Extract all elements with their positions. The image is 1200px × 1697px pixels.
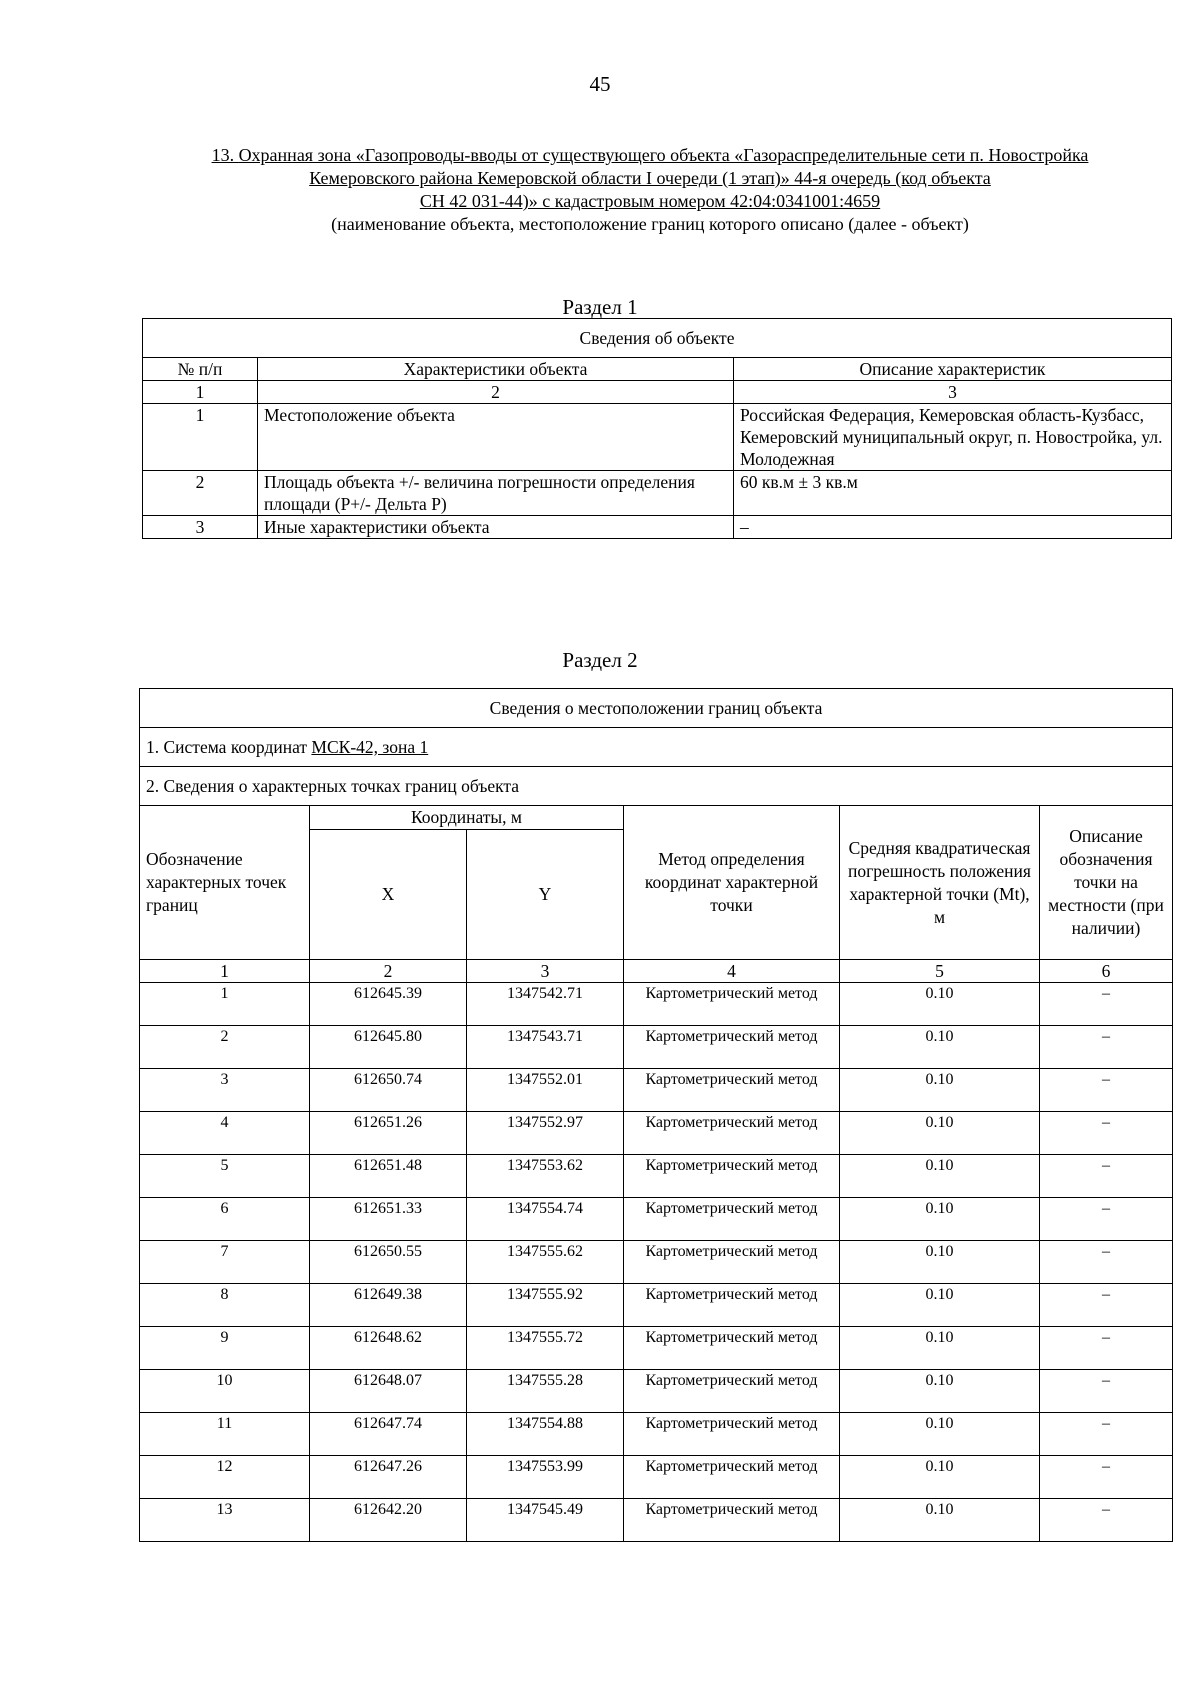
point-designation: 3	[140, 1069, 310, 1112]
point-description: –	[1040, 1026, 1173, 1069]
table-row	[140, 1499, 1173, 1542]
coordinate-system-label: 1. Система координат	[146, 737, 312, 757]
header-item-number: 13.	[211, 145, 239, 165]
point-x: 612642.20	[310, 1499, 467, 1542]
point-designation: 9	[140, 1327, 310, 1370]
coordinate-system	[140, 728, 1173, 767]
point-y: 1347555.28	[467, 1370, 624, 1413]
points-body	[140, 983, 1173, 1542]
point-method: Картометрический метод	[624, 1499, 840, 1542]
point-designation: 13	[140, 1499, 310, 1542]
point-error: 0.10	[840, 1069, 1040, 1112]
col-number: 1	[143, 381, 258, 404]
point-description: –	[1040, 1241, 1173, 1284]
row-value: –	[734, 516, 1172, 539]
point-description: –	[1040, 1284, 1173, 1327]
col-header-x: X	[310, 830, 467, 960]
point-method: Картометрический метод	[624, 1026, 840, 1069]
point-method: Картометрический метод	[624, 1198, 840, 1241]
point-method: Картометрический метод	[624, 1241, 840, 1284]
point-description: –	[1040, 1499, 1173, 1542]
point-error: 0.10	[840, 1456, 1040, 1499]
table-row	[143, 404, 1172, 471]
col-header-characteristic: Характеристики объекта	[258, 358, 734, 381]
point-error: 0.10	[840, 1327, 1040, 1370]
point-x: 612649.38	[310, 1284, 467, 1327]
row-characteristic: Иные характеристики объекта	[258, 516, 734, 539]
table-row	[140, 1155, 1173, 1198]
table-row	[140, 1026, 1173, 1069]
header-line-2: Кемеровского района Кемеровской области I очереди (1 этап)» 44-я очередь (код объекта	[309, 168, 991, 188]
table-row	[140, 1413, 1173, 1456]
point-designation: 4	[140, 1112, 310, 1155]
point-y: 1347542.71	[467, 983, 624, 1026]
point-y: 1347555.62	[467, 1241, 624, 1284]
table-row	[140, 1370, 1173, 1413]
point-x: 612647.26	[310, 1456, 467, 1499]
point-designation: 10	[140, 1370, 310, 1413]
point-designation: 1	[140, 983, 310, 1026]
row-value: Российская Федерация, Кемеровская область-Кузбасс, Кемеровский муниципальный округ, п. Новостройка, ул. Молодежная	[734, 404, 1172, 471]
point-y: 1347543.71	[467, 1026, 624, 1069]
point-description: –	[1040, 1413, 1173, 1456]
points-section-title: 2. Сведения о характерных точках границ объекта	[140, 767, 1173, 806]
point-method: Картометрический метод	[624, 1370, 840, 1413]
object-info-table	[142, 318, 1172, 539]
point-error: 0.10	[840, 1241, 1040, 1284]
col-header-designation: Обозначение характерных точек границ	[140, 806, 310, 960]
row-index: 3	[143, 516, 258, 539]
col-header-description: Описание характеристик	[734, 358, 1172, 381]
table-row	[140, 1112, 1173, 1155]
point-method: Картометрический метод	[624, 1413, 840, 1456]
point-description: –	[1040, 983, 1173, 1026]
col-header-method: Метод определения координат характерной точки	[624, 806, 840, 960]
header-line-1	[130, 144, 1170, 167]
point-method: Картометрический метод	[624, 1112, 840, 1155]
table-row	[140, 1456, 1173, 1499]
point-error: 0.10	[840, 1198, 1040, 1241]
point-x: 612651.33	[310, 1198, 467, 1241]
col-number: 2	[310, 960, 467, 983]
col-number: 2	[258, 381, 734, 404]
point-error: 0.10	[840, 1026, 1040, 1069]
point-x: 612650.74	[310, 1069, 467, 1112]
page-number: 45	[589, 72, 611, 96]
col-header-point-description: Описание обозначения точки на местности (при наличии)	[1040, 806, 1173, 960]
point-designation: 7	[140, 1241, 310, 1284]
point-error: 0.10	[840, 1155, 1040, 1198]
section-1-title: Раздел 1	[562, 295, 638, 319]
col-header-y: Y	[467, 830, 624, 960]
table-row	[143, 471, 1172, 516]
point-method: Картометрический метод	[624, 983, 840, 1026]
row-value: 60 кв.м ± 3 кв.м	[734, 471, 1172, 516]
row-index: 1	[143, 404, 258, 471]
table-row	[140, 1198, 1173, 1241]
point-x: 612645.80	[310, 1026, 467, 1069]
table-row	[143, 516, 1172, 539]
point-y: 1347545.49	[467, 1499, 624, 1542]
point-y: 1347555.72	[467, 1327, 624, 1370]
col-header-coordinates: Координаты, м	[310, 806, 624, 830]
point-designation: 8	[140, 1284, 310, 1327]
table-row	[140, 983, 1173, 1026]
table-row	[140, 1327, 1173, 1370]
point-y: 1347553.99	[467, 1456, 624, 1499]
table-row	[140, 1284, 1173, 1327]
point-x: 612648.62	[310, 1327, 467, 1370]
point-x: 612648.07	[310, 1370, 467, 1413]
point-description: –	[1040, 1069, 1173, 1112]
point-designation: 11	[140, 1413, 310, 1456]
point-method: Картометрический метод	[624, 1456, 840, 1499]
section-2-title: Раздел 2	[562, 648, 638, 672]
point-description: –	[1040, 1112, 1173, 1155]
col-header-index: № п/п	[143, 358, 258, 381]
point-y: 1347552.97	[467, 1112, 624, 1155]
object-info-table-title: Сведения об объекте	[143, 319, 1172, 358]
col-number: 3	[467, 960, 624, 983]
point-x: 612647.74	[310, 1413, 467, 1456]
point-error: 0.10	[840, 1370, 1040, 1413]
col-number: 5	[840, 960, 1040, 983]
point-y: 1347554.74	[467, 1198, 624, 1241]
point-error: 0.10	[840, 1284, 1040, 1327]
point-y: 1347554.88	[467, 1413, 624, 1456]
boundary-points-table	[139, 688, 1173, 1542]
point-designation: 6	[140, 1198, 310, 1241]
col-number: 3	[734, 381, 1172, 404]
coordinate-system-value: МСК-42, зона 1	[311, 737, 429, 757]
point-x: 612651.26	[310, 1112, 467, 1155]
object-header	[130, 144, 1170, 236]
point-description: –	[1040, 1327, 1173, 1370]
point-method: Картометрический метод	[624, 1327, 840, 1370]
header-caption: (наименование объекта, местоположение границ которого описано (далее - объект)	[331, 214, 969, 234]
point-description: –	[1040, 1198, 1173, 1241]
point-error: 0.10	[840, 1499, 1040, 1542]
point-method: Картометрический метод	[624, 1069, 840, 1112]
table-row	[140, 1069, 1173, 1112]
point-description: –	[1040, 1155, 1173, 1198]
col-number: 1	[140, 960, 310, 983]
header-line-1-text: Охранная зона «Газопроводы-вводы от существующего объекта «Газораспределительные сети п. Новостройка	[238, 145, 1089, 165]
point-method: Картометрический метод	[624, 1284, 840, 1327]
row-index: 2	[143, 471, 258, 516]
col-header-error: Средняя квадратическая погрешность положения характерной точки (Mt), м	[840, 806, 1040, 960]
row-characteristic: Местоположение объекта	[258, 404, 734, 471]
row-characteristic: Площадь объекта +/- величина погрешности определения площади (P+/- Дельта P)	[258, 471, 734, 516]
point-designation: 2	[140, 1026, 310, 1069]
table-row	[140, 1241, 1173, 1284]
point-description: –	[1040, 1456, 1173, 1499]
point-x: 612651.48	[310, 1155, 467, 1198]
header-line-3: СН 42 031-44)» с кадастровым номером 42:04:0341001:4659	[419, 191, 881, 211]
col-number: 6	[1040, 960, 1173, 983]
col-number: 4	[624, 960, 840, 983]
point-x: 612645.39	[310, 983, 467, 1026]
point-y: 1347555.92	[467, 1284, 624, 1327]
point-error: 0.10	[840, 983, 1040, 1026]
point-y: 1347552.01	[467, 1069, 624, 1112]
boundary-table-title: Сведения о местоположении границ объекта	[140, 689, 1173, 728]
point-error: 0.10	[840, 1112, 1040, 1155]
point-y: 1347553.62	[467, 1155, 624, 1198]
point-designation: 5	[140, 1155, 310, 1198]
point-designation: 12	[140, 1456, 310, 1499]
point-x: 612650.55	[310, 1241, 467, 1284]
point-error: 0.10	[840, 1413, 1040, 1456]
point-description: –	[1040, 1370, 1173, 1413]
point-method: Картометрический метод	[624, 1155, 840, 1198]
